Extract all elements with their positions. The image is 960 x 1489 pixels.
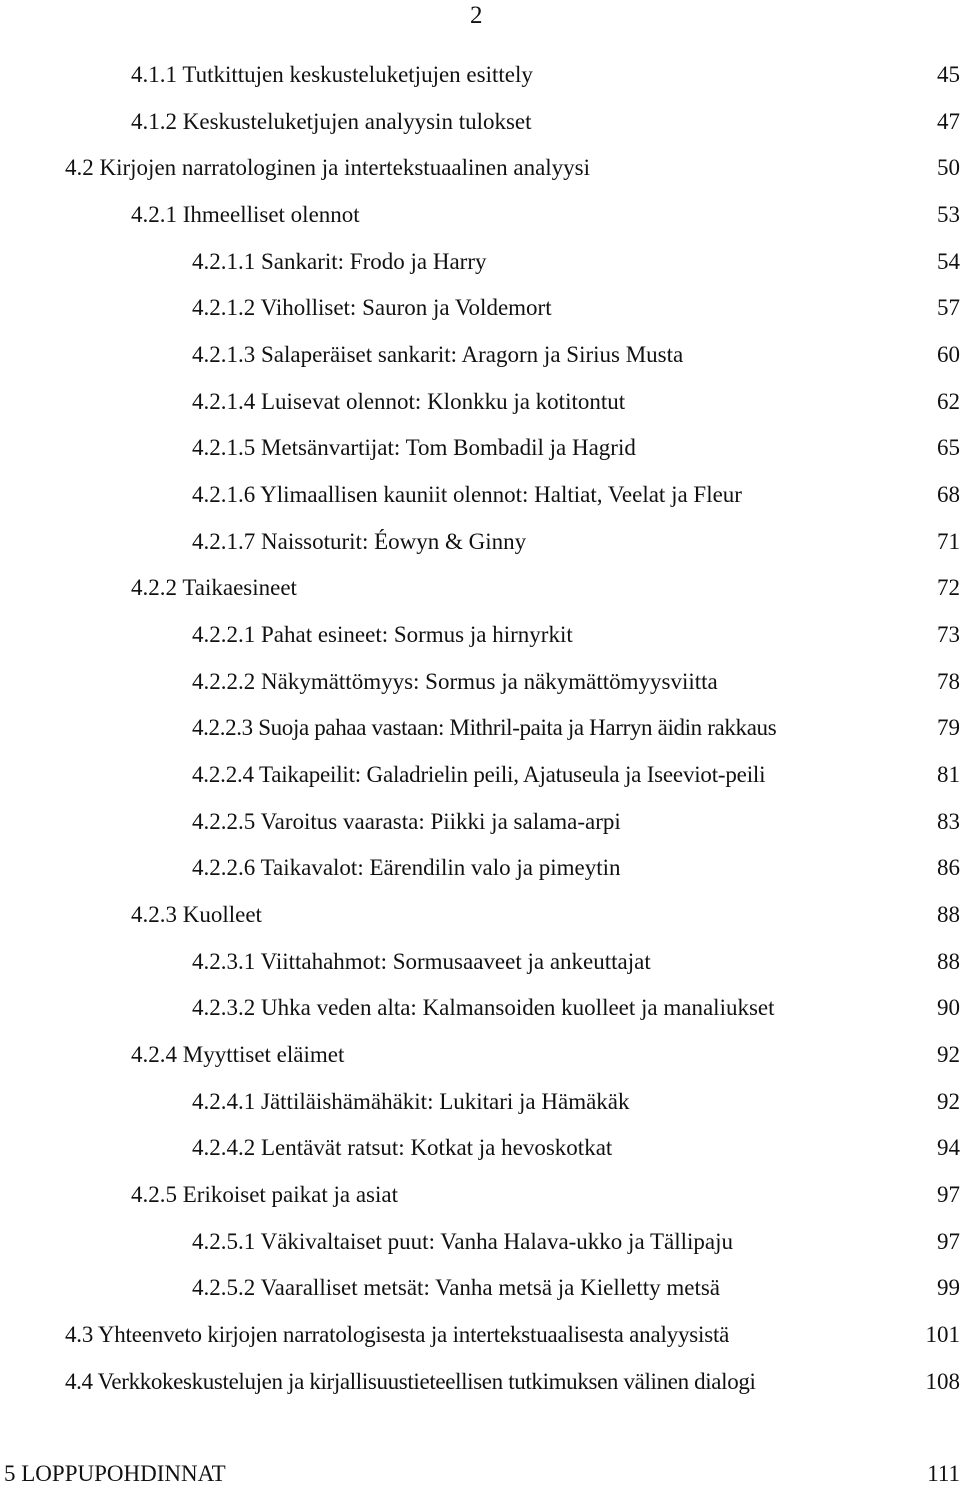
toc-entry[interactable] [0,807,960,837]
toc-entry-title: 4.2.3 Kuolleet [131,900,262,930]
toc-entry-page: 47 [937,107,960,137]
toc-entry-title: 4.2.4 Myyttiset eläimet [131,1040,344,1070]
toc-entry[interactable] [0,340,960,370]
page-number: 2 [470,2,483,30]
toc-entry-title: 4.4 Verkkokeskustelujen ja kirjallisuustieteellisen tutkimuksen välinen dialogi [65,1367,756,1397]
toc-entry[interactable] [0,293,960,323]
toc-entry-page: 78 [937,667,960,697]
toc-entry-title: 4.2.2 Taikaesineet [131,573,297,603]
toc-entry-page: 99 [937,1273,960,1303]
toc-entry[interactable] [0,1227,960,1257]
toc-entry[interactable] [0,1087,960,1117]
toc-entry-page: 73 [937,620,960,650]
toc-entry[interactable] [0,760,960,790]
toc-entry[interactable] [0,387,960,417]
toc-entry[interactable] [0,947,960,977]
toc-entry-title: 4.1.2 Keskusteluketjujen analyysin tulokset [131,107,532,137]
toc-entry[interactable] [0,433,960,463]
toc-entry[interactable] [0,107,960,137]
toc-entry-page: 90 [937,993,960,1023]
toc-entry[interactable] [0,60,960,90]
toc-entry-title: 4.2.3.1 Viittahahmot: Sormusaaveet ja ankeuttajat [192,947,651,977]
toc-entry-title: 4.2.2.1 Pahat esineet: Sormus ja hirnyrkit [192,620,573,650]
toc-entry-page: 53 [937,200,960,230]
toc-entry-page: 57 [937,293,960,323]
toc-entry-title: 5 LOPPUPOHDINNAT [4,1459,226,1489]
toc-entry[interactable] [0,1180,960,1210]
toc-entry[interactable] [0,1273,960,1303]
toc-entry-page: 88 [937,947,960,977]
toc-entry[interactable] [0,900,960,930]
toc-entry-page: 108 [926,1367,960,1397]
toc-entry[interactable] [0,667,960,697]
toc-entry-title: 4.3 Yhteenveto kirjojen narratologisesta ja intertekstuaalisesta analyysistä [65,1320,729,1350]
toc-entry-page: 86 [937,853,960,883]
toc-entry-page: 97 [937,1180,960,1210]
toc-entry-page: 62 [937,387,960,417]
toc-entry[interactable] [0,1459,960,1489]
toc-entry-title: 4.2.2.6 Taikavalot: Eärendilin valo ja pimeytin [192,853,620,883]
toc-entry-title: 4.2.1.7 Naissoturit: Éowyn & Ginny [192,527,526,557]
toc-entry-page: 60 [937,340,960,370]
toc-entry-page: 88 [937,900,960,930]
toc-entry[interactable] [0,713,960,743]
toc-entry-page: 68 [937,480,960,510]
toc-entry[interactable] [0,527,960,557]
toc-entry[interactable] [0,993,960,1023]
toc-entry-page: 45 [937,60,960,90]
toc-entry[interactable] [0,1320,960,1350]
toc-entry-title: 4.2.1.2 Viholliset: Sauron ja Voldemort [192,293,552,323]
toc-entry[interactable] [0,1040,960,1070]
toc-entry-page: 101 [926,1320,960,1350]
toc-entry-title: 4.2.5.1 Väkivaltaiset puut: Vanha Halava-ukko ja Tällipaju [192,1227,733,1257]
toc-entry-title: 4.2 Kirjojen narratologinen ja intertekstuaalinen analyysi [65,153,590,183]
toc-entry-title: 4.2.1.6 Ylimaallisen kauniit olennot: Haltiat, Veelat ja Fleur [192,480,742,510]
toc-entry-title: 4.2.1 Ihmeelliset olennot [131,200,360,230]
toc-entry-title: 4.2.1.4 Luisevat olennot: Klonkku ja kotitontut [192,387,625,417]
toc-entry[interactable] [0,153,960,183]
toc-entry-title: 4.2.2.4 Taikapeilit: Galadrielin peili, Ajatuseula ja Iseeviot-peili [192,760,765,790]
toc-entry[interactable] [0,1367,960,1397]
toc-entry-page: 54 [937,247,960,277]
toc-entry-page: 94 [937,1133,960,1163]
toc-entry-page: 79 [937,713,960,743]
toc-entry-title: 4.2.2.5 Varoitus vaarasta: Piikki ja salama-arpi [192,807,621,837]
toc-entry-title: 4.2.5 Erikoiset paikat ja asiat [131,1180,398,1210]
toc-entry[interactable] [0,573,960,603]
toc-entry-title: 4.2.5.2 Vaaralliset metsät: Vanha metsä ja Kielletty metsä [192,1273,720,1303]
toc-entry-title: 4.2.2.3 Suoja pahaa vastaan: Mithril-paita ja Harryn äidin rakkaus [192,713,776,743]
toc-entry-page: 72 [937,573,960,603]
toc-entry-page: 71 [937,527,960,557]
toc-entry-page: 92 [937,1040,960,1070]
toc-entry[interactable] [0,1133,960,1163]
toc-entry-page: 81 [937,760,960,790]
toc-entry-title: 4.1.1 Tutkittujen keskusteluketjujen esittely [131,60,533,90]
toc-entry-page: 111 [927,1459,960,1489]
toc-entry[interactable] [0,620,960,650]
toc-entry-title: 4.2.1.1 Sankarit: Frodo ja Harry [192,247,486,277]
toc-entry-title: 4.2.1.3 Salaperäiset sankarit: Aragorn ja Sirius Musta [192,340,683,370]
toc-entry-page: 50 [937,153,960,183]
toc-entry[interactable] [0,480,960,510]
toc-entry[interactable] [0,247,960,277]
toc-entry-title: 4.2.1.5 Metsänvartijat: Tom Bombadil ja Hagrid [192,433,636,463]
toc-entry-page: 83 [937,807,960,837]
toc-entry-page: 65 [937,433,960,463]
toc-entry-page: 97 [937,1227,960,1257]
toc-entry-page: 92 [937,1087,960,1117]
toc-entry-title: 4.2.2.2 Näkymättömyys: Sormus ja näkymättömyysviitta [192,667,718,697]
toc-entry[interactable] [0,853,960,883]
toc-entry-title: 4.2.4.1 Jättiläishämähäkit: Lukitari ja Hämäkäk [192,1087,630,1117]
toc-entry-title: 4.2.4.2 Lentävät ratsut: Kotkat ja hevoskotkat [192,1133,612,1163]
toc-entry[interactable] [0,200,960,230]
toc-entry-title: 4.2.3.2 Uhka veden alta: Kalmansoiden kuolleet ja manaliukset [192,993,775,1023]
